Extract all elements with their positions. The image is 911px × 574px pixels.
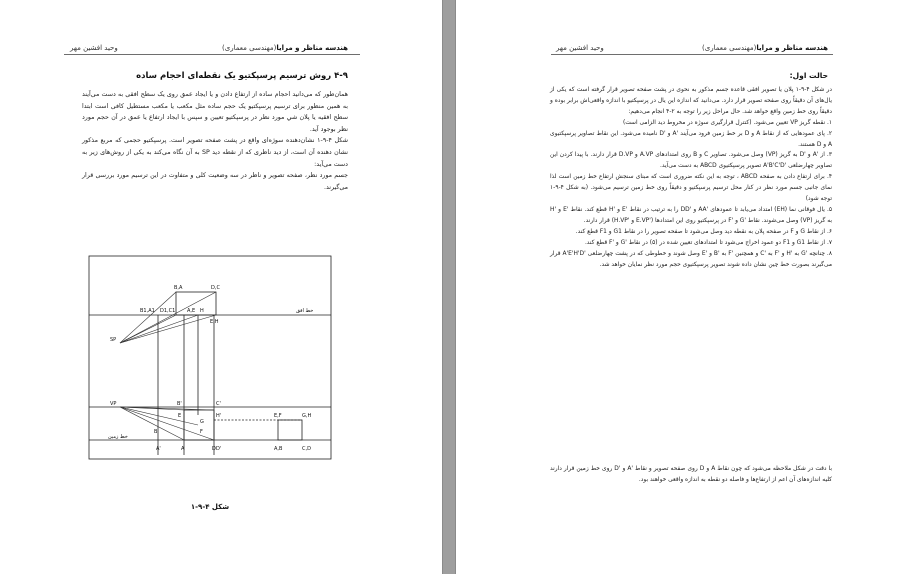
- paragraph: ۸. چنانچه 'G به 'H و 'F به 'C و همچنین 'F به 'B و 'E وصل شوند و خطوطی که در پشت چهارضلعی 'A'E'H'D قرار می‌گیرند بصورت خط چین نشان داده شوند تصویر پرسپکتیوی حجم مورد نظر نمایان خواهد شد.: [550, 250, 832, 268]
- case-body: [550, 85, 832, 270]
- right-page: [455, 0, 911, 574]
- label-ef-right: E,F: [274, 413, 282, 419]
- label-h-prime: H': [216, 413, 222, 419]
- perspective-box: [184, 410, 214, 440]
- label-b-prime: B': [177, 401, 182, 407]
- label-gh-right: G,H: [302, 413, 312, 419]
- paragraph: در شکل ۴-۹-۱ پلان یا تصویر افقی قاعده جسم مذکور به نحوی در پشت صفحه تصویر قرار گرفته است که یکی از یال‌های آن دقیقاً روی صفحه تصویر قرار دارد. می‌دانید که اندازه این یال در پرسپکتیو با اندازه واقعی‌اش برابر بوده و دقیقاً روی خط زمین واقع خواهد شد. حال مراحل زیر را توجه به ۲-۴ انجام می‌دهیم:: [550, 87, 832, 115]
- book-title: هندسه مناظر و مرایا: [756, 44, 828, 52]
- paragraph: همان‌طور که می‌دانید احجام ساده از ارتفاع دادن و یا ایجاد عمق روی یک سطح افقی به دست می‌آیند به همین منظور برای ترسیم پرسپکتیو یک حجم ساده مثل مکعب یا مکعب مستطیل کافی است ابتدا سطح افقیه یا پلان شیِ مورد نظر در پرسپکتیو تعیین و سپس با ایجاد ارتفاع یا عمق در آن حجم مورد نظر بوجود آید.: [82, 91, 348, 133]
- paragraph: ۳. از 'A و 'D به گریز (VP) وصل می‌شود. تصاویر C و B روی امتدادهای A.VP و D.VP قرار دارند. با پیدا کردن این تصاویر چهارضلعی 'A'B'C'D تصویر پرسپکتیوی ABCD به دست می‌آید.: [550, 152, 832, 170]
- label-a-prime: A': [156, 446, 161, 452]
- book-subtitle: (مهندسی معماری): [222, 44, 277, 52]
- header-divider: [64, 54, 360, 55]
- paragraph: با دقت در شکل ملاحظه می‌شود که چون نقاط A و D روی صفحه تصویر و نقاط 'A و 'D روی خط زمین قرار دارند کلیه اندازه‌های آن اعم از ارتفاع‌ها و فاصله دو نقطه به اندازه واقعی خواهند بود.: [550, 466, 833, 483]
- section-title: ۴-۹ روش ترسیم پرسپکتیو یک نقطه‌ای احجام ساده: [136, 71, 348, 81]
- label-f: F: [200, 429, 203, 435]
- side-elevation: [278, 420, 302, 440]
- paragraph: ۲. پای عمودهایی که از نقاط A و D بر خط زمین فرود می‌آیند 'A و 'D نامیده می‌شود. این نقاط تصاویر پرسپکتیوی A و D هستند.: [550, 130, 833, 148]
- label-e: E: [178, 413, 182, 419]
- label-h: H: [200, 308, 204, 314]
- paragraph: جسم مورد نظر، صفحه تصویر و ناظر در سه وضعیت کلی و متفاوت در این ترسیم مورد بررسی قرار می‌گیرند.: [82, 172, 348, 191]
- label-sp: SP: [110, 337, 117, 343]
- book-subtitle: (مهندسی معماری): [702, 44, 757, 52]
- label-c-prime: C': [216, 401, 221, 407]
- paragraph: ۷. از نقاط G1 و F1 دو عمود اخراج می‌شود تا امتدادهای تعیین شده در (۵) در نقاط 'G و 'F قطع کند.: [584, 239, 832, 246]
- label-cd-right: C,D: [302, 446, 311, 452]
- label-ae: A,E: [187, 308, 196, 314]
- figure-frame: [89, 256, 331, 459]
- label-g: G: [200, 419, 204, 425]
- label-b-low: B: [154, 429, 158, 435]
- page-header-title: [702, 44, 828, 52]
- label-d1c1: D1,C1: [160, 308, 176, 314]
- closing-note: [550, 464, 832, 486]
- perspective-figure: [88, 255, 332, 460]
- page-header-title: [222, 44, 348, 52]
- book-title: هندسه مناظر و مرایا: [276, 44, 348, 52]
- label-a-low: A: [181, 446, 185, 452]
- label-dc: D,C: [211, 285, 220, 291]
- figure-caption: شکل ۴-۹-۱: [190, 503, 230, 511]
- paragraph: ۴. برای ارتفاع دادن به صفحه ABCD ، توجه به این نکته ضروری است که مبنای سنجش ارتفاع خط زمین است لذا نمای جانبی جسم مورد نظر در کنار محل ترسیم پرسپکتیو و دقیقاً روی خط زمین ترسیم می‌شود. (به شکل ۴-۹-۱ توجه شود): [550, 174, 833, 203]
- label-d-low: D: [212, 446, 216, 452]
- header-divider: [551, 54, 833, 55]
- label-d-prime: D': [216, 446, 222, 452]
- paragraph: ۱. نقطه گریز VP تعیین می‌شود. (کنترل قرارگیری سوژه در مخروط دید الزامی است): [622, 119, 832, 126]
- paragraph: ۵. یال فوقانی نما (EH) امتداد می‌یابد تا عمودهای 'AA و 'DD را به ترتیب در نقاط 'E و 'H قطع کند. نقاط 'E و 'H به گریز (VP) وصل می‌شوند. نقاط 'G و 'F در پرسپکتیو روی این امتدادها ('E.VP و 'H.VP) قرار دارند.: [550, 206, 833, 224]
- page-header-author: وحید افشین مهر: [70, 44, 118, 52]
- paragraph: ۶. از نقاط G و F در صفحه پلان به نقطه دید وصل می‌شود تا صفحه تصویر را در نقاط G1 و F1 قطع کند.: [575, 228, 832, 235]
- label-b1a1: B1,A1: [140, 308, 155, 314]
- case-title: حالت اول:: [789, 71, 828, 80]
- label-eh: E,H: [210, 319, 219, 325]
- label-ab-right: A,B: [274, 446, 283, 452]
- section-body: [82, 89, 348, 193]
- label-ba: B,A: [174, 285, 183, 291]
- label-vp: VP: [110, 401, 117, 407]
- label-horizon: خط افق: [296, 308, 314, 314]
- paragraph: شکل ۴-۹-۱ نشان‌دهنده سوژه‌ای واقع در پشت صفحه تصویر است. پرسپکتیو حجمی که مربع مذکور نشان دهنده آن است، از دید ناظری که از نقطه دید SP به آن نگاه می‌کند به یکی از روش‌های زیر به دست می‌آید:: [82, 137, 348, 168]
- left-page: [0, 0, 443, 574]
- label-ground: خط زمین: [108, 434, 128, 440]
- page-header-author: وحید افشین مهر: [556, 44, 604, 52]
